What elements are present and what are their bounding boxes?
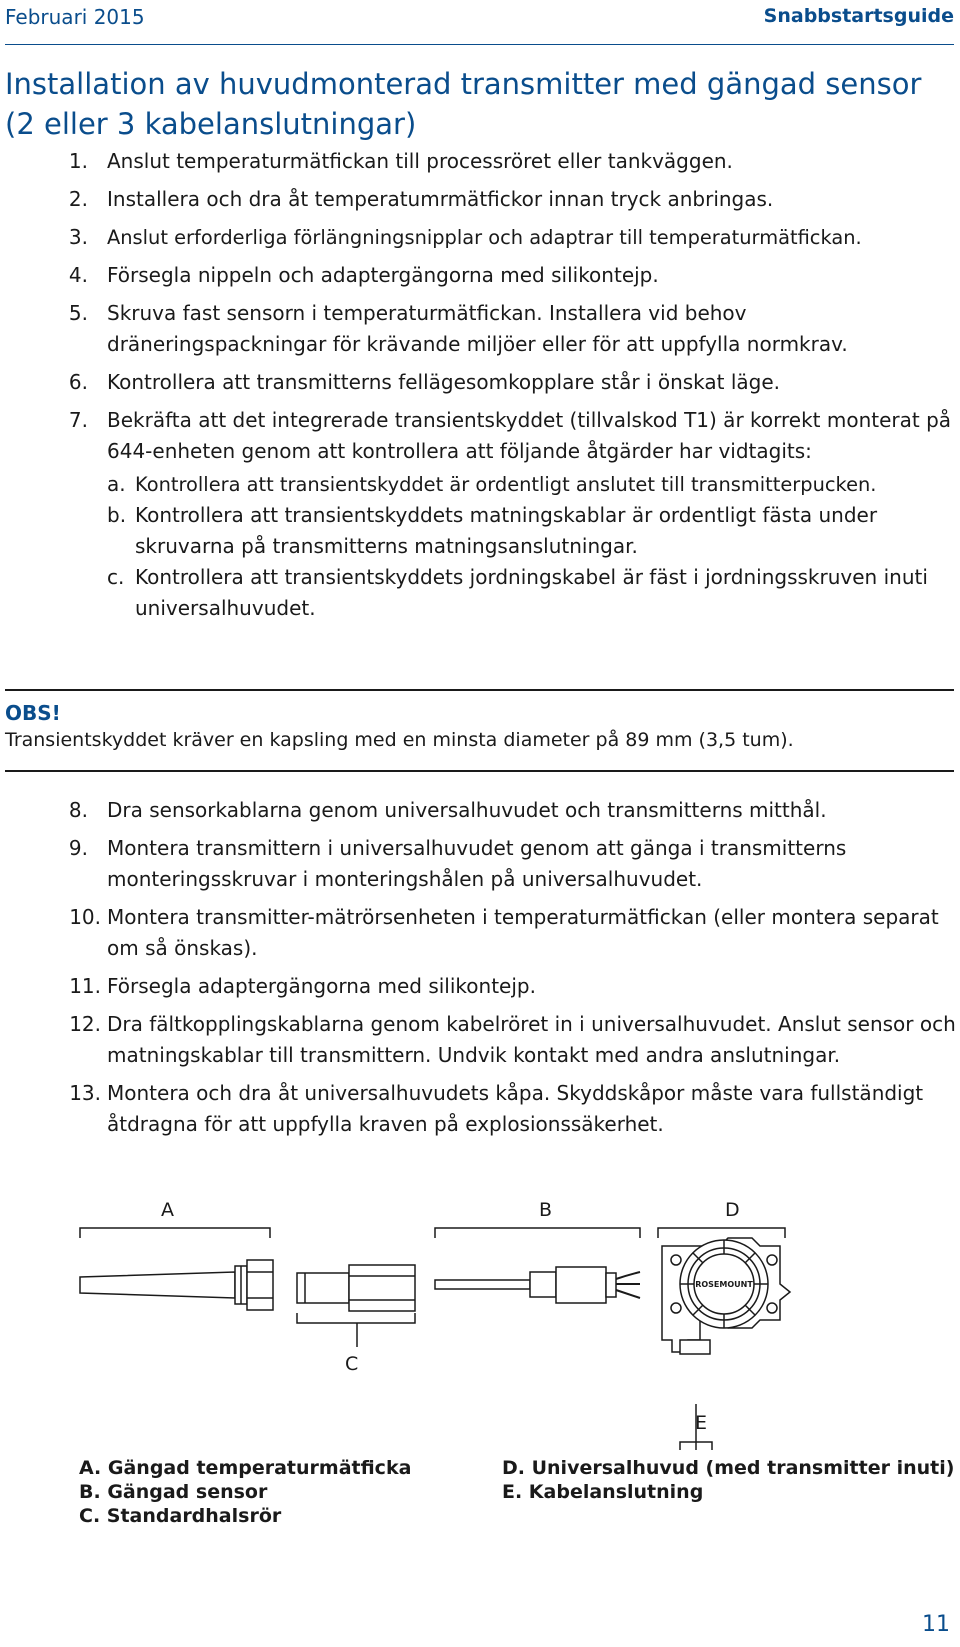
substeps-list	[107, 469, 960, 624]
figure-label-a: A	[161, 1199, 174, 1221]
note-text: Transientskyddet kräver en kapsling med en minsta diameter på 89 mm (3,5 tum).	[5, 729, 794, 751]
step-number: 1.	[68, 149, 88, 173]
step-text: Dra sensorkablarna genom universalhuvudet och transmitterns mitthål.	[107, 798, 827, 822]
thermowell-drawing	[80, 1260, 273, 1310]
step-text: Kontrollera att transmitterns fellägesomkopplare står i önskat läge.	[107, 370, 781, 394]
step-text: Skruva fast sensorn i temperaturmätfickan. Installera vid behov dräneringspackningar för krävande miljöer eller för att uppfylla normkrav.	[107, 301, 848, 356]
extension-nipple-drawing	[297, 1265, 415, 1311]
step-text: Anslut erforderliga förlängningsnipplar och adaptrar till temperaturmätfickan.	[107, 226, 862, 249]
bracket-a	[80, 1228, 270, 1238]
installation-figure	[0, 1180, 960, 1480]
step-item	[0, 367, 960, 398]
substep-text: Kontrollera att transientskyddets jordningskabel är fäst i jordningsskruven inuti universalhuvudet.	[135, 565, 928, 620]
legend-item: D. Universalhuvud (med transmitter inuti)	[502, 1457, 955, 1479]
substep-item	[107, 562, 960, 624]
step-number: 5.	[68, 301, 88, 325]
step-text: Försegla nippeln och adaptergängorna med silikontejp.	[107, 263, 659, 287]
step-item	[0, 146, 960, 177]
step-number: 13.	[69, 1081, 101, 1105]
bracket-c	[297, 1313, 415, 1323]
legend-item: E. Kabelanslutning	[502, 1481, 704, 1503]
substep-letter: b.	[107, 503, 127, 527]
step-item	[0, 1009, 960, 1071]
figure-label-d: D	[725, 1199, 740, 1221]
step-item	[0, 184, 960, 215]
substep-text: Kontrollera att transientskyddet är ordentligt anslutet till transmitterpucken.	[135, 473, 877, 496]
bracket-d	[658, 1228, 785, 1238]
step-number: 9.	[68, 836, 88, 860]
step-number: 10.	[69, 905, 101, 929]
step-text: Installera och dra åt temperatumrmätfickor innan tryck anbringas.	[107, 187, 774, 211]
legend-item: C. Standardhalsrör	[79, 1505, 282, 1527]
step-item	[0, 405, 960, 624]
step-number: 4.	[68, 263, 88, 287]
note-top-divider	[5, 689, 954, 691]
figure-legend-left	[79, 1456, 411, 1528]
figure-label-b: B	[539, 1199, 553, 1221]
figure-legend-right	[502, 1456, 954, 1504]
page-number: 11	[922, 1612, 950, 1637]
sensor-drawing	[435, 1267, 640, 1303]
step-text: Montera och dra åt universalhuvudets kåpa. Skyddskåpor måste vara fullständigt åtdragna för att uppfylla kraven på explosionssäkerhet.	[107, 1081, 924, 1136]
step-number: 7.	[68, 408, 88, 432]
substep-letter: a.	[107, 472, 126, 496]
step-item	[0, 902, 960, 964]
steps-list-second	[0, 795, 960, 1147]
bracket-b	[435, 1228, 640, 1238]
step-number: 6.	[68, 370, 88, 394]
header-guide-title: Snabbstartsguide	[763, 5, 954, 27]
figure-label-e: E	[695, 1412, 708, 1434]
steps-list-first	[0, 146, 960, 631]
step-text: Montera transmitter-mätrörsenheten i temperaturmätfickan (eller montera separat om så önskas).	[107, 905, 939, 960]
note-bottom-divider	[5, 770, 954, 772]
step-number: 11.	[69, 974, 101, 998]
substep-item	[107, 469, 960, 500]
step-item	[0, 222, 960, 253]
universal-head-drawing	[662, 1238, 790, 1354]
substep-letter: c.	[107, 565, 125, 589]
step-text: Dra fältkopplingskablarna genom kabelröret in i universalhuvudet. Anslut sensor och matningskablar till transmittern. Undvik kontakt med andra anslutningar.	[107, 1012, 956, 1067]
step-text: Montera transmittern i universalhuvudet genom att gänga i transmitterns monteringsskruvar i monteringshålen på universalhuvudet.	[107, 836, 847, 891]
step-number: 12.	[69, 1012, 101, 1036]
step-item	[0, 971, 960, 1002]
step-number: 3.	[68, 225, 88, 249]
step-number: 2.	[68, 187, 88, 211]
header-date: Februari 2015	[5, 5, 145, 29]
step-text: Försegla adaptergängorna med silikontejp.	[107, 974, 536, 998]
legend-item: A. Gängad temperaturmätficka	[79, 1457, 412, 1479]
step-text: Anslut temperaturmätfickan till processröret eller tankväggen.	[107, 149, 733, 173]
brand-logo: ROSEMOUNT	[695, 1280, 753, 1289]
substep-text: Kontrollera att transientskyddets matningskablar är ordentligt fästa under skruvarna på transmitterns matningsanslutningar.	[135, 503, 878, 558]
note-title: OBS!	[5, 701, 61, 725]
substep-item	[107, 500, 960, 562]
step-number: 8.	[68, 798, 88, 822]
legend-item: B. Gängad sensor	[79, 1481, 268, 1503]
step-item	[0, 795, 960, 826]
figure-label-c: C	[345, 1353, 359, 1375]
step-item	[0, 1078, 960, 1140]
step-item	[0, 298, 960, 360]
step-item	[0, 833, 960, 895]
step-text: Bekräfta att det integrerade transientskyddet (tillvalskod T1) är korrekt monterat på 644-enheten genom att kontrollera att följande åtgärder har vidtagits:	[107, 408, 952, 463]
header-divider	[5, 44, 954, 45]
step-item	[0, 260, 960, 291]
page-title: Installation av huvudmonterad transmitter med gängad sensor (2 eller 3 kabelanslutningar)	[5, 67, 922, 141]
